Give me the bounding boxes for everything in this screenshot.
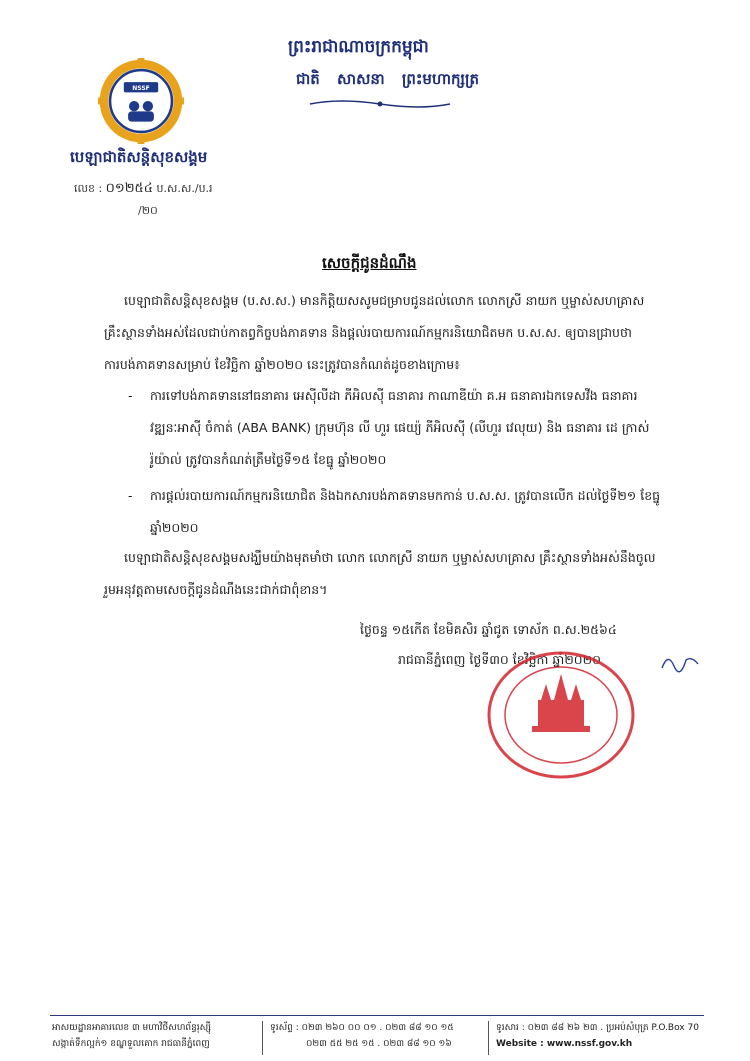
footer-phone [270, 1020, 454, 1052]
phone-label: ទូរស័ព្ទ : [270, 1023, 299, 1033]
signature-icon [660, 650, 700, 674]
doc-number [74, 180, 213, 199]
footer-separator [262, 1021, 263, 1055]
angkor-temple-icon [532, 674, 590, 732]
address-line: អាសយដ្ឋានអាគារលេខ ៣ មហាវិថីសហព័ន្ធរុស្ស៊ី [52, 1023, 211, 1033]
doc-number-value: ០១២៥៤ [105, 181, 153, 196]
svg-text:NSSF: NSSF [132, 84, 150, 92]
list-item: - ការផ្តល់របាយការណ៍កម្មករនិយោជិត និងឯកសារបង់ភាគទានមកកាន់ ប.ស.ស. ត្រូវបានលើក ដល់ថ្ងៃទី២១ ខែធ្នូ ឆ្នាំ២០២០ [128, 480, 668, 544]
phone-number: ០២៣ ៥៥ ២៥ ១៥ . ០២៣ ៨៨ ១០ ១៦ [306, 1039, 452, 1049]
footer-separator [488, 1021, 489, 1055]
footer-divider [50, 1015, 704, 1016]
logo-figure-icon [143, 101, 153, 111]
closing-paragraph: បេឡាជាតិសន្តិសុខសង្គមសង្ឃឹមយ៉ាងមុតមាំថា លោក លោកស្រី នាយក ឬម្ចាស់សហគ្រាស គ្រឹះស្ថានទាំងអស់នឹងចូលរួមអនុវត្តតាមសេចក្តីជូនដំណឹងនេះជាក់ជាពុំខាន។ [104, 550, 656, 597]
doc-number-label: លេខ : [74, 182, 103, 195]
logo-figure-icon [129, 101, 139, 111]
bullet-list [128, 380, 668, 548]
official-seal-stamp [486, 650, 636, 780]
website-link[interactable]: Website : www.nssf.gov.kh [496, 1039, 633, 1049]
ornament-divider-icon [300, 98, 460, 110]
footer-contact [496, 1020, 699, 1052]
kingdom-heading: ព្រះរាជាណាចក្រកម្ពុជា [288, 37, 429, 57]
fax-number: ទូរសារ : ០២៣ ៨៨ ២៦ ២៣ . ប្រអប់សំបុត្រ P.O.Box 70 [496, 1023, 699, 1033]
document-title: សេចក្តីជូនដំណឹង [322, 254, 417, 272]
doc-number-suffix: ប.ស.ស./ប.រ [156, 182, 213, 195]
lunar-date: ថ្ងៃចន្ទ ១៥កើត ខែមិគសិរ ឆ្នាំជូត ទោស័ក ព.ស.២៥៦៤ [360, 622, 617, 637]
place-date: រាជធានីភ្នំពេញ ថ្ងៃទី៣០ ខែវិច្ឆិកា ឆ្នាំ២០២០ [398, 652, 601, 667]
doc-year: /២០ [138, 204, 158, 217]
org-name: បេឡាជាតិសន្តិសុខសង្គម [70, 148, 208, 166]
national-motto: ជាតិ សាសនា ព្រះមហាក្សត្រ [296, 70, 479, 88]
list-item: - ការទៅបង់ភាគទាននៅធនាគារ អេស៊ីលីដា ភីអិលស៊ី ធនាគារ កាណាឌីយ៉ា គ.អ ធនាគារឯកទេសវីង ធនាគារ វឌ្ឍនៈអាស៊ី ចំកាត់ (ABA BANK) ក្រុមហ៊ុន លី ហួរ ផេយ្យ៉ ភីអិលស៊ី (លីហួរ វេលុយ) និង ធនាគារ ដេ ក្រាស់ រ៉ូយ៉ាល់ ត្រូវបានកំណត់ត្រឹមថ្ងៃទី១៥ ខែធ្នូ ឆ្នាំ២០២០ [128, 380, 668, 476]
nssf-logo [98, 58, 184, 144]
phone-number: ០២៣ ២៦០ ០០ ០១ . ០២៣ ៨៨ ១០ ១៥ [301, 1023, 454, 1033]
intro-paragraph: បេឡាជាតិសន្តិសុខសង្គម (ប.ស.ស.) មានកិត្តិយសសូមជម្រាបជូនដល់លោក លោកស្រី នាយក ឬម្ចាស់សហគ្រាស គ្រឹះស្ថានទាំងអស់ដែលជាប់កាតព្វកិច្ចបង់ភាគទាន និងផ្តល់របាយការណ៍កម្មករនិយោជិតមក ប.ស.ស. ឲ្យបានជ្រាបថា ការបង់ភាគទានសម្រាប់ ខែវិច្ឆិកា ឆ្នាំ២០២០ នេះត្រូវបានកំណត់ដូចខាងក្រោម៖ [104, 293, 645, 372]
address-line: សង្កាត់ទឹកល្អក់១ ខណ្ឌទួលគោក រាជធានីភ្នំពេញ [52, 1039, 210, 1049]
footer-address [52, 1020, 211, 1052]
